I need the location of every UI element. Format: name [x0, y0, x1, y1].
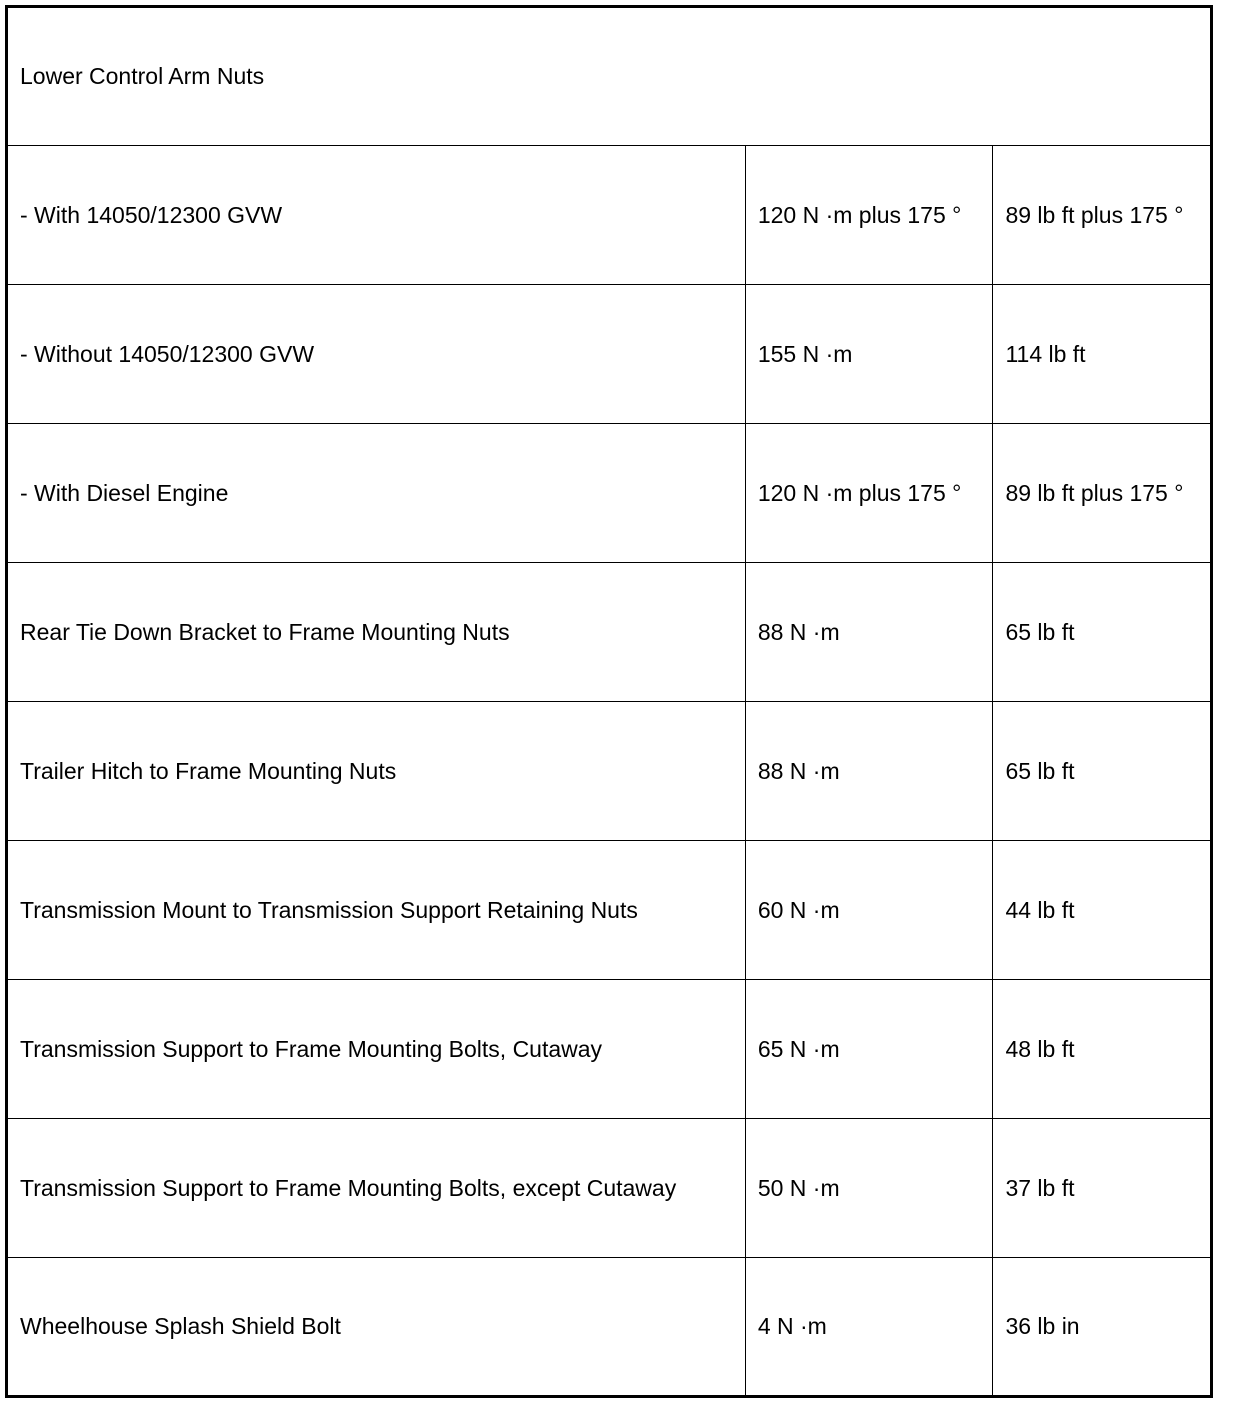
table-row — [7, 980, 1212, 1119]
metric-value-cell: 88 N ·m — [745, 563, 993, 702]
application-cell: - With Diesel Engine — [7, 424, 746, 563]
torque-spec-table — [5, 5, 1213, 1398]
application-cell: Trailer Hitch to Frame Mounting Nuts — [7, 702, 746, 841]
metric-value-cell: 120 N ·m plus 175 ° — [745, 146, 993, 285]
table-row — [7, 424, 1212, 563]
english-value-cell: 114 lb ft — [993, 285, 1212, 424]
metric-value-cell: 88 N ·m — [745, 702, 993, 841]
table-row — [7, 563, 1212, 702]
table-row — [7, 1119, 1212, 1258]
english-value-cell: 37 lb ft — [993, 1119, 1212, 1258]
english-value-cell: 65 lb ft — [993, 563, 1212, 702]
english-value-cell: 44 lb ft — [993, 841, 1212, 980]
application-cell: Transmission Support to Frame Mounting Bolts, except Cutaway — [7, 1119, 746, 1258]
table-row — [7, 702, 1212, 841]
application-cell: Transmission Mount to Transmission Support Retaining Nuts — [7, 841, 746, 980]
section-header-row — [7, 7, 1212, 146]
section-header-cell: Lower Control Arm Nuts — [7, 7, 1212, 146]
table-row — [7, 841, 1212, 980]
table-row — [7, 285, 1212, 424]
application-cell: Wheelhouse Splash Shield Bolt — [7, 1258, 746, 1397]
application-cell: Transmission Support to Frame Mounting Bolts, Cutaway — [7, 980, 746, 1119]
english-value-cell: 89 lb ft plus 175 ° — [993, 424, 1212, 563]
metric-value-cell: 60 N ·m — [745, 841, 993, 980]
application-cell: - Without 14050/12300 GVW — [7, 285, 746, 424]
table-row — [7, 1258, 1212, 1397]
application-cell: Rear Tie Down Bracket to Frame Mounting Nuts — [7, 563, 746, 702]
english-value-cell: 65 lb ft — [993, 702, 1212, 841]
metric-value-cell: 155 N ·m — [745, 285, 993, 424]
english-value-cell: 48 lb ft — [993, 980, 1212, 1119]
metric-value-cell: 4 N ·m — [745, 1258, 993, 1397]
application-cell: - With 14050/12300 GVW — [7, 146, 746, 285]
english-value-cell: 36 lb in — [993, 1258, 1212, 1397]
metric-value-cell: 50 N ·m — [745, 1119, 993, 1258]
table-row — [7, 146, 1212, 285]
metric-value-cell: 65 N ·m — [745, 980, 993, 1119]
english-value-cell: 89 lb ft plus 175 ° — [993, 146, 1212, 285]
metric-value-cell: 120 N ·m plus 175 ° — [745, 424, 993, 563]
